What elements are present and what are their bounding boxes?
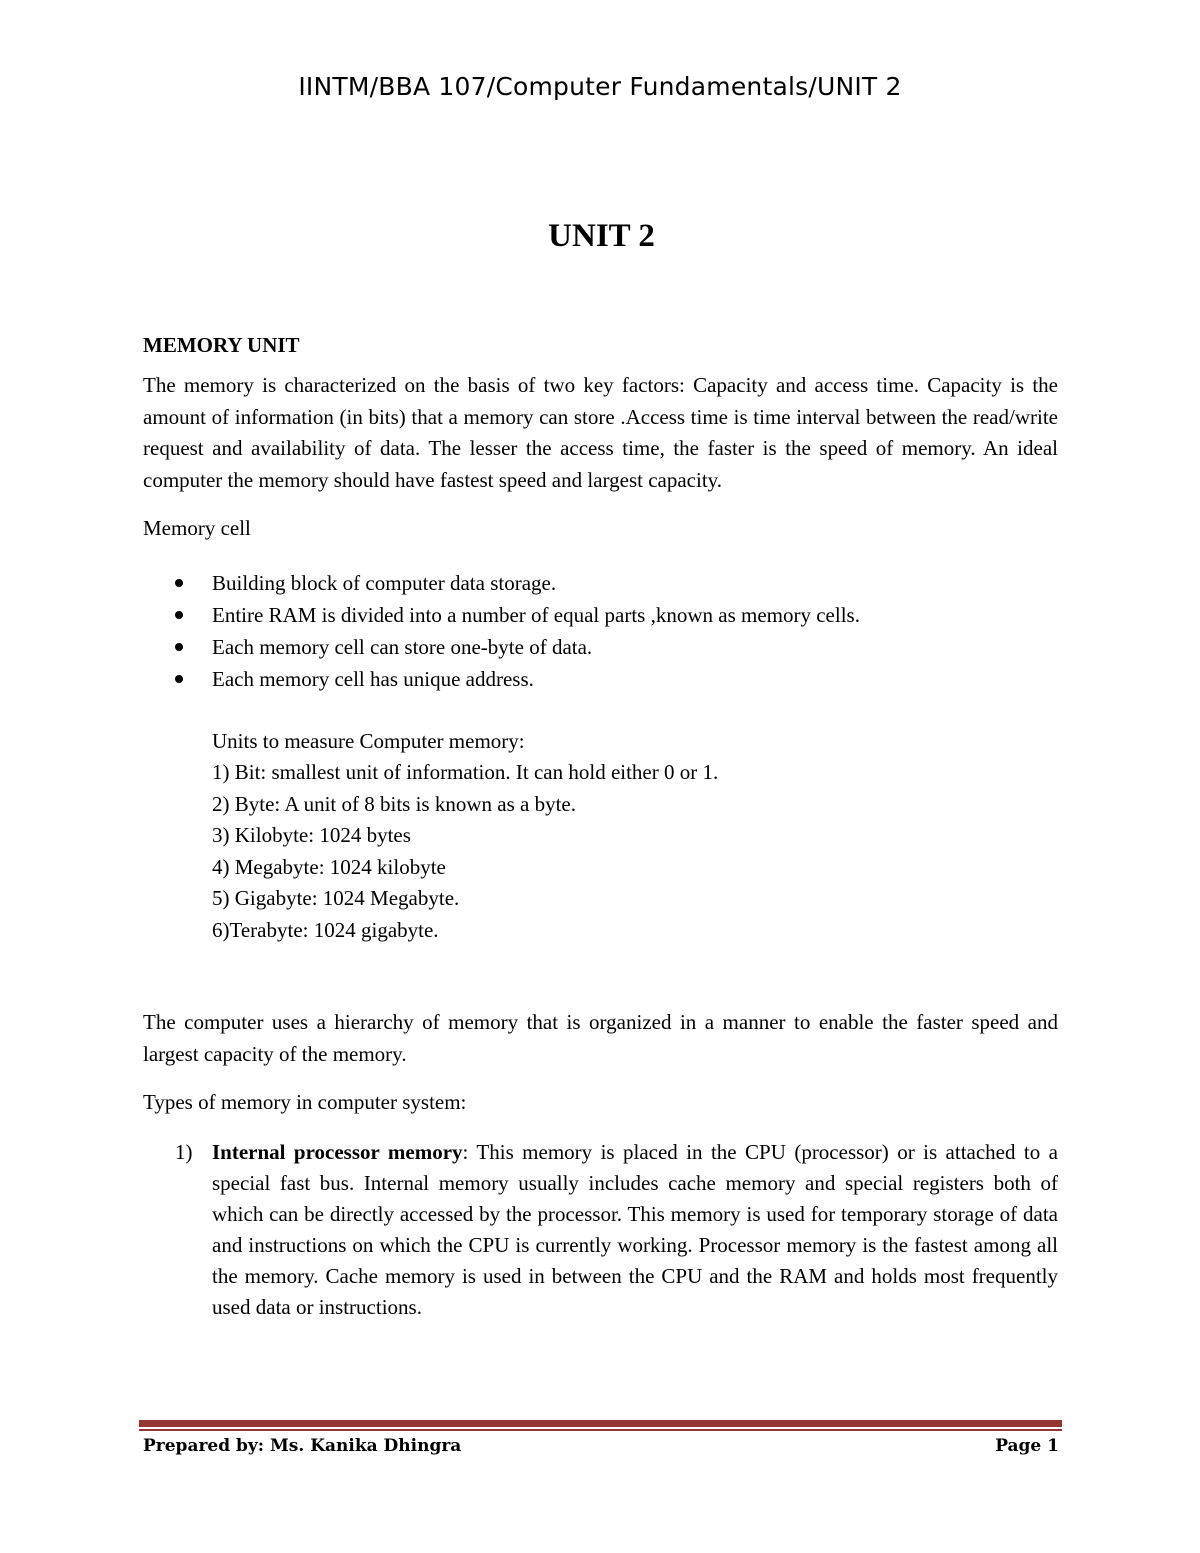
- memory-types-list: [143, 1137, 1058, 1323]
- list-item: [212, 599, 1058, 631]
- unit-line: 4) Megabyte: 1024 kilobyte: [212, 854, 446, 879]
- memory-units-block: [143, 726, 1058, 947]
- unit-line: 6)Terabyte: 1024 gigabyte.: [212, 917, 439, 942]
- unit-title: UNIT 2: [548, 218, 655, 254]
- document-body: [143, 214, 1058, 1323]
- bullet-icon: [175, 643, 183, 651]
- memory-cell-label: Memory cell: [143, 516, 251, 540]
- bullet-icon: [175, 579, 183, 587]
- section-heading: MEMORY UNIT: [143, 333, 300, 357]
- footer-divider: [139, 1420, 1062, 1427]
- unit-line: 3) Kilobyte: 1024 bytes: [212, 823, 411, 847]
- prepared-by: Prepared by: Ms. Kanika Dhingra: [143, 1436, 462, 1456]
- intro-paragraph: The memory is characterized on the basis of two key factors: Capacity and access time. Capacity is the amount of information (in bits) that a memory can store .Access time is time interval between the read/write request and availability of data. The lesser the access time, the faster is the speed of memory. An ideal computer the memory should have fastest speed and largest capacity.: [143, 373, 1058, 492]
- bullet-text: Each memory cell has unique address.: [212, 666, 534, 691]
- unit-line: 2) Byte: A unit of 8 bits is known as a byte.: [212, 791, 576, 816]
- bullet-icon: [175, 675, 183, 683]
- bullet-icon: [175, 611, 183, 619]
- list-item: [175, 1137, 1058, 1323]
- bullet-text: Building block of computer data storage.: [212, 570, 557, 595]
- list-item: [212, 663, 1058, 695]
- unit-line: 1) Bit: smallest unit of information. It can hold either 0 or 1.: [212, 760, 719, 784]
- footer-divider-thin: [139, 1429, 1062, 1431]
- bullet-text: Entire RAM is divided into a number of equal parts ,known as memory cells.: [212, 602, 860, 627]
- page-footer: [143, 1434, 1059, 1458]
- memory-type-description: : This memory is placed in the CPU (processor) or is attached to a special fast bus. Internal memory usually includes cache memory and special registers both of which can be directly accessed by the processor. This memory is used for temporary storage of data and instructions on which the CPU is currently working. Processor memory is the fastest among all the memory. Cache memory is used in between the CPU and the RAM and holds most frequently used data or instructions.: [212, 1139, 1058, 1319]
- units-heading: Units to measure Computer memory:: [212, 728, 525, 753]
- memory-type-term: Internal processor memory: [212, 1139, 463, 1164]
- list-item: [212, 567, 1058, 599]
- page-number: Page 1: [995, 1436, 1059, 1456]
- unit-line: 5) Gigabyte: 1024 Megabyte.: [212, 886, 460, 910]
- bullet-text: Each memory cell can store one-byte of data.: [212, 634, 593, 659]
- page-header: IINTM/BBA 107/Computer Fundamentals/UNIT 2: [298, 72, 902, 101]
- types-intro: Types of memory in computer system:: [143, 1090, 467, 1114]
- list-number: 1): [175, 1139, 193, 1164]
- hierarchy-paragraph: The computer uses a hierarchy of memory that is organized in a manner to enable the faster speed and largest capacity of the memory.: [143, 1010, 1058, 1066]
- list-item: [212, 631, 1058, 663]
- memory-cell-bullet-list: [143, 567, 1058, 695]
